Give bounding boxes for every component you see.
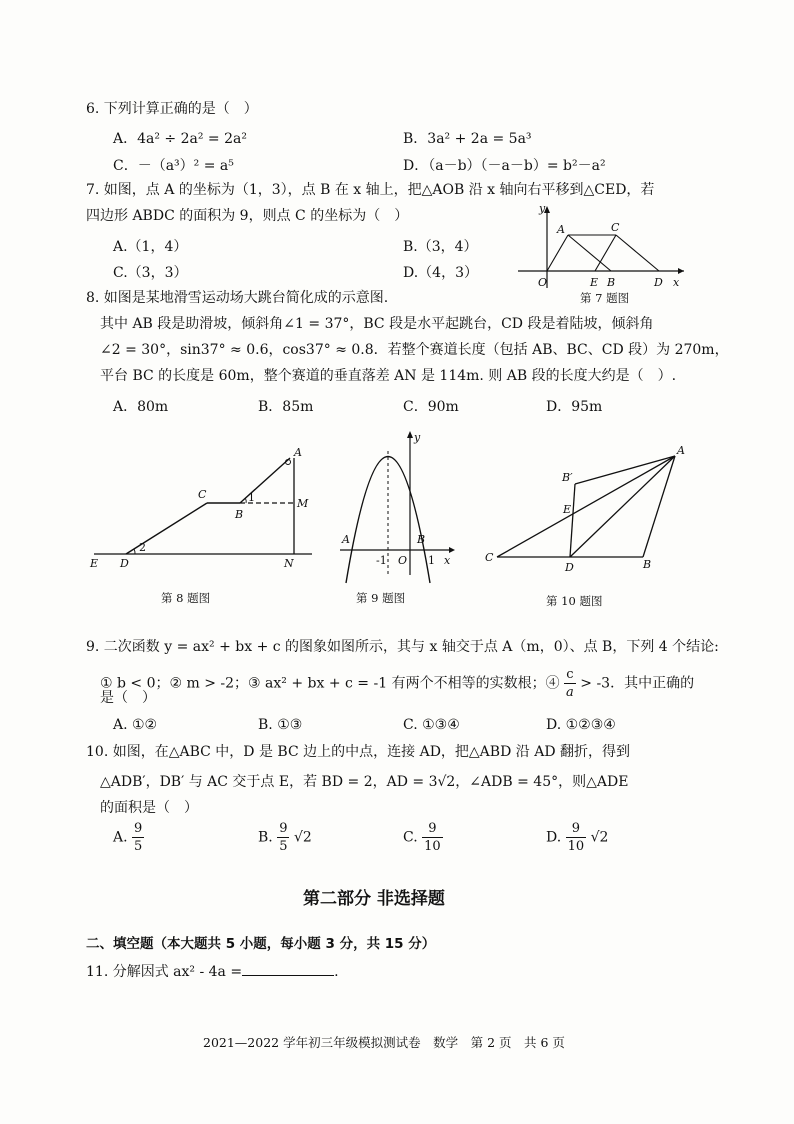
q7-label-x: x (673, 276, 680, 289)
q9-fraction-denominator: a (566, 685, 574, 700)
q7-segment-CE (595, 235, 616, 271)
q10-line1: 10. 如图，在△ABC 中，D 是 BC 边上的中点，连接 AD，把△ABD 沿 AD 翻折，得到 (86, 744, 630, 760)
q10-caption: 第 10 题图 (546, 594, 603, 608)
q10-label-B: B (643, 558, 652, 571)
q9-caption: 第 9 题图 (356, 591, 406, 605)
q9-label-minus1: -1 (376, 554, 387, 567)
q7-option-d: D.（4，3） (403, 265, 478, 281)
q10-option-a-denominator: 5 (134, 839, 143, 854)
q8-label-angle2: 2 (139, 541, 146, 554)
q6-option-c: C．－（a³）² = a⁵ (113, 158, 234, 174)
q8-option-c: C．90m (403, 399, 459, 415)
q9-option-d: D. ①②③④ (546, 717, 616, 733)
q7-option-b: B.（3，4） (403, 239, 478, 255)
q11 (86, 963, 339, 980)
q9-option-a: A. ①② (113, 717, 158, 733)
q10-label-Bprime: B′ (562, 471, 573, 484)
q10-option-b-numerator: 9 (279, 821, 288, 836)
q7-caption: 第 7 题图 (580, 291, 630, 305)
q6-option-a: A．4a² ÷ 2a² = 2a² (113, 131, 247, 147)
q10-segment-DBp (570, 484, 575, 557)
q8-angle1-arc (245, 498, 246, 503)
q9-fraction-numerator: c (564, 668, 576, 684)
q7-option-c: C.（3，3） (113, 265, 188, 281)
q10-option-d-fraction (566, 822, 587, 853)
q7-figure (510, 198, 690, 293)
q10-option-a (113, 822, 144, 853)
q9-line1: 9. 二次函数 y = ax² + bx + c 的图象如图所示，其与 x 轴交于点 A（m，0）、点 B，下列 4 个结论: (86, 639, 719, 655)
q6-option-b: B．3a² + 2a = 5a³ (403, 131, 532, 147)
q7-label-D: D (654, 276, 663, 289)
q10-figure (483, 440, 693, 575)
q10-label-E: E (563, 503, 572, 516)
q10-option-c-numerator: 9 (422, 822, 443, 838)
q10-line3: 的面积是（ ） (100, 800, 198, 816)
q7-label-C: C (611, 221, 620, 234)
q6-stem: 6. 下列计算正确的是（ ） (86, 101, 258, 117)
q9-label-A: A (342, 533, 350, 546)
q11-answer-blank[interactable] (242, 963, 334, 976)
q11-period: . (334, 964, 339, 980)
q8-label-N: N (284, 557, 294, 570)
q7-segment-CD (616, 235, 659, 271)
q8-label-B: B (235, 508, 244, 521)
q8-label-E: E (90, 557, 99, 570)
q10-option-a-label: A. (113, 829, 128, 846)
q10-option-d (546, 822, 608, 853)
q10-option-b-denominator: 5 (279, 839, 288, 854)
q9-line2-start: ① b < 0；② m > -2；③ ax² + bx + c = -1 有两个不相等的实数根；④ (100, 675, 560, 692)
q9-y-arrow (407, 431, 413, 438)
q8-option-b: B．85m (258, 399, 314, 415)
q9-label-y: y (414, 431, 421, 444)
q6-option-d: D．（a－b）（－a－b）= b²－a² (403, 158, 606, 174)
q8-caption: 第 8 题图 (161, 591, 211, 605)
q10-label-C: C (485, 551, 494, 564)
q10-option-c-denominator: 10 (424, 839, 441, 854)
q7-label-O: O (538, 276, 548, 289)
q10-option-c-label: C. (403, 829, 418, 846)
q8-label-D: D (120, 557, 129, 570)
q8-figure (82, 440, 322, 575)
q10-option-c-fraction (422, 822, 443, 853)
q7-label-y: y (539, 202, 546, 215)
q7-option-a: A.（1，4） (113, 239, 188, 255)
q9-option-b: B. ①③ (258, 717, 303, 733)
q10-option-b (258, 822, 312, 853)
q7-x-arrow (678, 268, 684, 274)
q7-label-E: E (590, 276, 599, 289)
q10-option-b-fraction (277, 822, 289, 853)
q10-option-d-denominator: 10 (567, 839, 585, 854)
q9-line2-end: > -3．其中正确的 (580, 675, 695, 692)
q11-text: 11. 分解因式 ax² - 4a = (86, 964, 243, 980)
q9-label-O: O (398, 554, 408, 567)
q8-label-C: C (198, 488, 207, 501)
q10-option-b-label: B. (258, 829, 273, 846)
q10-option-d-sqrt: √2 (590, 829, 609, 846)
q7-segment-OA (547, 235, 568, 271)
q8-option-d: D．95m (546, 399, 603, 415)
q10-line2: △ADB′，DB′ 与 AC 交于点 E，若 BD = 2，AD = 3√2，∠ADB = 45°，则△ADE (100, 774, 629, 790)
q10-option-d-label: D. (546, 829, 562, 846)
q9-line2 (100, 668, 694, 699)
q8-angle2-arc (134, 549, 135, 554)
q8-label-M: M (297, 497, 309, 510)
fill-in-section-header: 二、填空题（本大题共 5 小题，每小题 3 分，共 15 分） (86, 936, 436, 952)
section2-title: 第二部分 非选择题 (303, 889, 445, 909)
q7-line1: 7. 如图，点 A 的坐标为（1，3），点 B 在 x 轴上，把△AOB 沿 x 轴向右平移到△CED，若 (86, 182, 655, 198)
q8-line4: 平台 BC 的长度是 60m，整个赛道的垂直落差 AN 是 114m. 则 AB 段的长度大约是（ ）. (100, 368, 677, 384)
q8-label-angle1: 1 (248, 491, 255, 504)
q10-option-c (403, 822, 443, 853)
q10-option-d-numerator: 9 (566, 822, 587, 838)
q8-option-a: A．80m (113, 399, 169, 415)
q10-label-D: D (565, 561, 574, 574)
q8-line1: 8. 如图是某地滑雪运动场大跳台简化成的示意图. (86, 290, 389, 306)
q8-line3: ∠2 = 30°，sin37° ≈ 0.6，cos37° ≈ 0.8．若整个赛道长度（包括 AB、BC、CD 段）为 270m， (100, 342, 729, 358)
page-footer: 2021—2022 学年初三年级模拟测试卷 数学 第 2 页 共 6 页 (203, 1035, 565, 1050)
q9-label-B: B (417, 533, 426, 546)
q8-line2: 其中 AB 段是助滑坡，倾斜角∠1 = 37°，BC 段是水平起跳台，CD 段是着陆坡，倾斜角 (100, 316, 654, 332)
q9-fraction-c-over-a (564, 668, 576, 699)
q7-segment-AB (568, 235, 611, 271)
q9-label-1: 1 (428, 554, 435, 567)
q10-option-b-sqrt: √2 (293, 829, 312, 846)
q9-figure (338, 425, 463, 580)
q10-label-A: A (677, 444, 685, 457)
q9-x-arrow (449, 547, 455, 553)
q7-label-A: A (557, 223, 565, 236)
q9-option-c: C. ①③④ (403, 717, 460, 733)
q10-option-a-numerator: 9 (134, 821, 143, 836)
q10-option-a-fraction (132, 822, 144, 853)
q8-label-A: A (294, 446, 302, 459)
q7-line2: 四边形 ABDC 的面积为 9，则点 C 的坐标为（ ） (86, 208, 409, 224)
q9-line3: 是（ ） (100, 690, 156, 706)
q7-label-B: B (607, 276, 616, 289)
q9-label-x: x (444, 554, 451, 567)
